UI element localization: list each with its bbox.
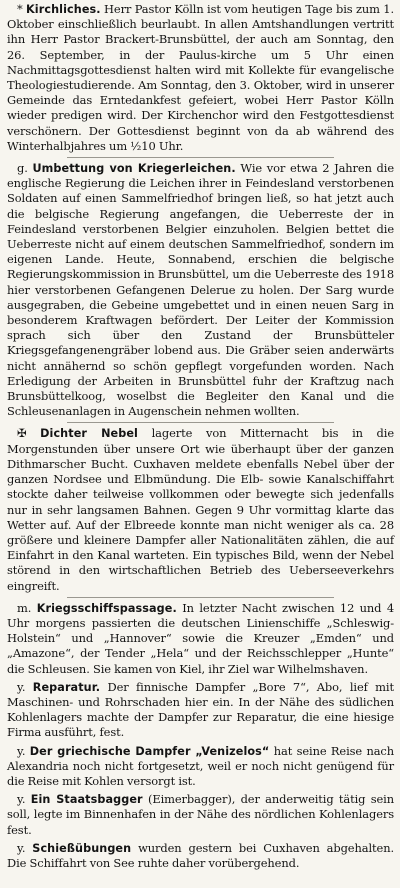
article-kirchliches [7, 2, 394, 154]
article-marker: * [17, 2, 27, 16]
article-heading: Dichter Nebel [40, 427, 138, 441]
article-body: (Eimerbagger), der anderweitig tätig sein soll, legte im Binnenhafen in der Nähe des nördlichen Kohlenlagers fest. [7, 792, 394, 837]
article-staatsbagger [7, 792, 394, 838]
article-kriegsschiffspassage [7, 601, 394, 677]
article-body: Der finnische Dampfer „Bore 7“, Abo, lief mit Maschinen- und Rohrschaden hier ein. In der Nähe des südlichen Kohlenlagers machte der Dampfer zur Reparatur, die eine hiesige Firma ausführt, fest. [7, 679, 394, 740]
article-divider [67, 422, 334, 423]
article-nebel [7, 426, 394, 593]
article-marker: g. [17, 161, 33, 176]
article-schiessuebungen [7, 841, 394, 871]
article-heading: Schießübungen [32, 841, 132, 855]
article-divider [67, 597, 334, 598]
article-body: wurden gestern bei Cuxhaven abgehalten. Die Schiffahrt von See ruhte daher vorübergehend. [7, 840, 394, 870]
article-heading: Ein Staatsbagger [30, 793, 143, 807]
article-heading: Der griechische Dampfer „Venizelos“ [29, 744, 270, 758]
article-body: lagerte von Mitternacht bis in die Morgenstunden über unsere Ort wie überhaupt über der ganzen Dithmarscher Bucht. Cuxhaven meldete ebenfalls Nebel über der ganzen Nordsee und Elbmündung. Die Elb- sowie Kanalschiffahrt stockte daher teilweise vollkommen oder bewegte sich jedenfalls nur in sehr langsamen Bahnen. Gegen 9 Uhr vormittag klarte das Wetter auf. Auf der Elbreede konnte man nicht weniger als ca. 28 größere und kleinere Dampfer aller Nationalitäten zählen, die auf Einfahrt in den Kanal warteten. Ein typisches Bild, wenn der Nebel störend in den wirtschaftlichen Betrieb des Ueberseeverkehrs eingreift. [7, 426, 394, 593]
article-heading: Reparatur. [32, 680, 101, 694]
article-body: Wie vor etwa 2 Jahren die englische Regierung die Leichen ihrer in Feindesland verstorbenen Soldaten auf einen Sammelfriedhof bringen ließ, so hat jetzt auch die belgische Regierung angefangen, die Ueberreste der in Feindesland verstorbenen Belgier einzuholen. Belgien bettet die Ueberreste nicht auf einem deutschen Sammelfriedhof, sondern im eigenen Lande. Heute, Sonnabend, erschien die belgische Regierungskommission in Brunsbüttel, um die Ueberreste des 1918 hier verstorbenen Gefangenen Delerue zu holen. Der Sarg wurde ausgegraben, die Gebeine umgebettet und in einen neuen Sarg in besonderem Kraftwagen befördert. Der Leiter der Kommission sprach sich über den Zustand der Brunsbütteler Kriegsgefangenengräber lobend aus. Die Gräber seien anderwärts nicht annähernd so schön gepflegt vorgefunden worden. Nach Erledigung der Arbeiten in Brunsbüttel fuhr der Kraftzug nach Brunsbüttelkoog, woselbst die Begleiter den Kanal und die Schleusenanlagen in Augenschein nehmen wollten. [7, 161, 394, 419]
article-heading: Umbettung von Kriegerleichen. [32, 162, 236, 176]
article-marker: ✠ [17, 426, 41, 441]
article-marker: m. [17, 600, 37, 615]
article-divider [67, 157, 334, 158]
article-umbettung [7, 161, 394, 419]
article-body: hat seine Reise nach Alexandria noch nicht fortgesetzt, weil er noch nicht genügend für die Reise mit Kohlen versorgt ist. [7, 743, 394, 788]
article-marker: y. [17, 840, 33, 855]
article-marker: y. [17, 679, 33, 694]
article-marker: y. [17, 792, 31, 807]
article-body: In letzter Nacht zwischen 12 und 4 Uhr morgens passierten die deutschen Linienschiffe „Schleswig-Holstein“ und „Hannover“ sowie die Kreuzer „Emden“ und „Amazone“, der Tender „Hela“ und der Reichsschlepper „Hunte“ die Schleusen. Sie kamen von Kiel, ihr Ziel war Wilhelmshaven. [7, 600, 394, 676]
article-marker: y. [17, 743, 30, 758]
article-venizelos [7, 744, 394, 790]
article-heading: Kriegsschiffspassage. [36, 601, 177, 615]
article-body: Herr Pastor Kölln ist vom heutigen Tage bis zum 1. Oktober einschließlich beurlaubt. In allen Amtshandlungen vertritt ihn Herr Pastor Brackert-Brunsbüttel, der auch am Sonntag, den 26. September, in der Paulus-kirche um 5 Uhr einen Nachmittagsgottesdienst halten wird mit Kollekte für evangelische Theologiestudierende. Am Sonntag, den 3. Oktober, wird in unserer Gemeinde das Erntedankfest gefeiert, wobei Herr Pastor Kölln wieder predigen wird. Der Kirchenchor wird den Festgottesdienst verschönern. Der Gottesdienst beginnt von da ab während des Winterhalbjahres um ½10 Uhr. [7, 2, 394, 153]
article-heading: Kirchliches. [26, 3, 101, 16]
article-reparatur [7, 680, 394, 741]
